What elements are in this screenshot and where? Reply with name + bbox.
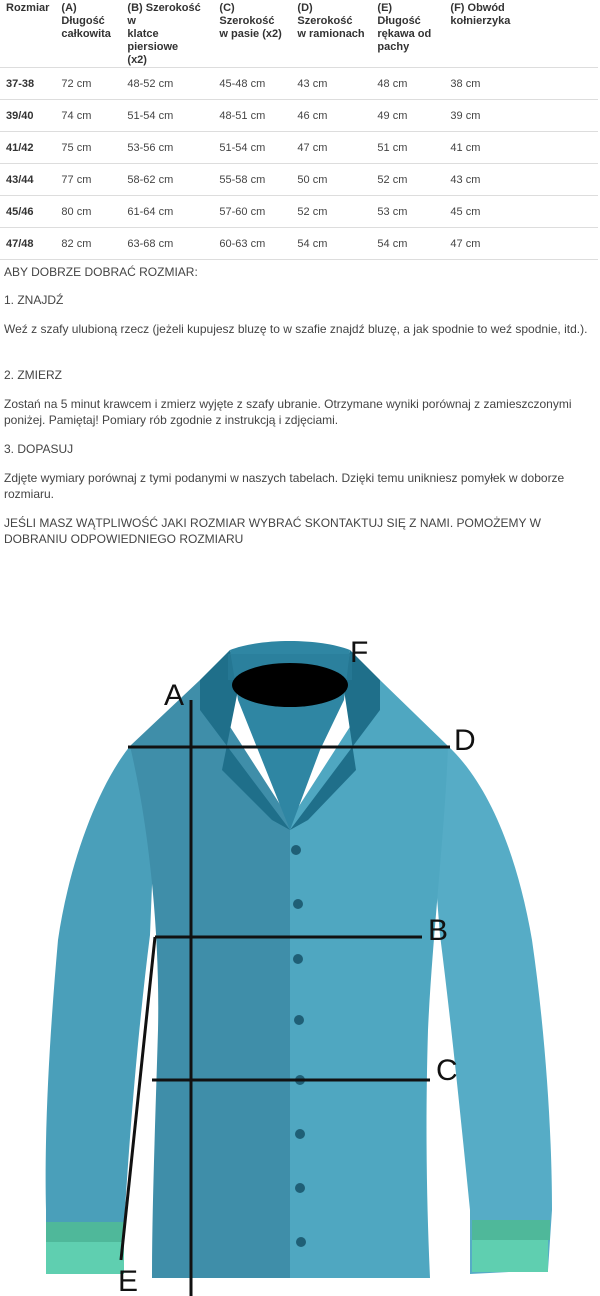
table-header-cell xyxy=(121,0,213,68)
measurement-cell: 60-63 cm xyxy=(213,228,291,260)
step1-text: Weź z szafy ulubioną rzecz (jeżeli kupujesz bluzę to w szafie znajdź bluzę, a jak spodnie to weź spodnie, itd.). xyxy=(4,322,588,336)
measurement-cell: 55-58 cm xyxy=(213,164,291,196)
left-sleeve xyxy=(46,746,155,1274)
header-line: całkowita xyxy=(61,28,111,40)
header-line: pachy xyxy=(377,41,410,53)
label-b: B xyxy=(428,914,449,947)
label-e: E xyxy=(118,1265,139,1296)
table-row xyxy=(0,100,598,132)
measurement-cell: 57-60 cm xyxy=(213,196,291,228)
left-cuff xyxy=(46,1242,124,1274)
measurement-cell: 72 cm xyxy=(55,68,121,100)
header-line: Rozmiar xyxy=(6,2,50,14)
measurement-cell: 49 cm xyxy=(371,100,444,132)
label-a: A xyxy=(164,679,185,712)
header-line: rękawa od xyxy=(377,28,432,40)
measurement-cell: 53 cm xyxy=(371,196,444,228)
header-line: (A) Długość xyxy=(61,2,105,27)
table-header-cell xyxy=(55,0,121,68)
contact-note: JEŚLI MASZ WĄTPLIWOŚĆ JAKI ROZMIAR WYBRAĆ SKONTAKTUJ SIĘ Z NAMI. POMOŻEMY W DOBRANIU ODPOWIEDNIEGO ROZMIARU xyxy=(4,516,541,546)
step2-title: 2. ZMIERZ xyxy=(4,368,63,382)
measurement-cell: 61-64 cm xyxy=(121,196,213,228)
size-table xyxy=(0,0,598,260)
neck-opening xyxy=(232,663,348,707)
size-cell: 41/42 xyxy=(0,132,55,164)
left-cuff-band xyxy=(46,1222,124,1242)
button xyxy=(296,1237,306,1247)
measurement-cell: 77 cm xyxy=(55,164,121,196)
measurement-cell: 41 cm xyxy=(444,132,598,164)
header-line: w ramionach xyxy=(297,28,365,40)
label-f: F xyxy=(350,636,369,669)
size-cell: 47/48 xyxy=(0,228,55,260)
size-cell: 45/46 xyxy=(0,196,55,228)
header-line: w pasie (x2) xyxy=(219,28,282,40)
measurement-cell: 48-52 cm xyxy=(121,68,213,100)
step1-title: 1. ZNAJDŹ xyxy=(4,293,64,307)
table-header-cell xyxy=(291,0,371,68)
measurement-cell: 48 cm xyxy=(371,68,444,100)
header-line: (B) Szerokość w xyxy=(127,2,201,27)
shirt-body-right xyxy=(290,680,448,1278)
table-row xyxy=(0,68,598,100)
table-row xyxy=(0,132,598,164)
table-row xyxy=(0,228,598,260)
measurement-cell: 53-56 cm xyxy=(121,132,213,164)
measurement-cell: 39 cm xyxy=(444,100,598,132)
shirt-measurement-diagram xyxy=(0,610,600,1296)
measurement-cell: 51-54 cm xyxy=(121,100,213,132)
right-cuff xyxy=(472,1240,548,1272)
right-cuff-band xyxy=(472,1220,550,1240)
size-cell: 39/40 xyxy=(0,100,55,132)
measurement-cell: 54 cm xyxy=(291,228,371,260)
measurement-cell: 51 cm xyxy=(371,132,444,164)
header-line: (E) Długość xyxy=(377,2,421,27)
step3-title: 3. DOPASUJ xyxy=(4,442,74,456)
table-header-cell xyxy=(371,0,444,68)
measurement-cell: 38 cm xyxy=(444,68,598,100)
label-d: D xyxy=(454,724,476,757)
measurement-cell: 63-68 cm xyxy=(121,228,213,260)
measurement-cell: 51-54 cm xyxy=(213,132,291,164)
guide-intro: ABY DOBRZE DOBRAĆ ROZMIAR: xyxy=(4,265,198,279)
measurement-cell: 75 cm xyxy=(55,132,121,164)
table-header-cell xyxy=(0,0,55,68)
header-line: (F) Obwód xyxy=(450,2,505,14)
button xyxy=(295,1129,305,1139)
header-line: (D) Szerokość xyxy=(297,2,353,27)
table-row xyxy=(0,164,598,196)
header-line: (x2) xyxy=(127,54,147,66)
table-header-cell xyxy=(213,0,291,68)
measurement-cell: 52 cm xyxy=(291,196,371,228)
measurement-cell: 43 cm xyxy=(291,68,371,100)
right-sleeve xyxy=(430,746,552,1274)
size-cell: 43/44 xyxy=(0,164,55,196)
measurement-cell: 48-51 cm xyxy=(213,100,291,132)
measurement-cell: 80 cm xyxy=(55,196,121,228)
header-line: klatce piersiowe xyxy=(127,28,179,53)
button xyxy=(293,954,303,964)
measurement-cell: 47 cm xyxy=(291,132,371,164)
measurement-cell: 58-62 cm xyxy=(121,164,213,196)
table-row xyxy=(0,196,598,228)
button xyxy=(291,845,301,855)
button xyxy=(295,1183,305,1193)
label-c: C xyxy=(436,1054,458,1087)
step3-text: Zdjęte wymiary porównaj z tymi podanymi w naszych tabelach. Dzięki temu unikniesz pomyłek w doborze rozmiaru. xyxy=(4,471,565,501)
measurement-cell: 82 cm xyxy=(55,228,121,260)
size-cell: 37-38 xyxy=(0,68,55,100)
measurement-cell: 54 cm xyxy=(371,228,444,260)
button xyxy=(293,899,303,909)
measurement-cell: 47 cm xyxy=(444,228,598,260)
measurement-cell: 74 cm xyxy=(55,100,121,132)
measurement-cell: 50 cm xyxy=(291,164,371,196)
table-header-cell xyxy=(444,0,598,68)
measurement-cell: 52 cm xyxy=(371,164,444,196)
header-line: (C) Szerokość xyxy=(219,2,275,27)
button xyxy=(294,1015,304,1025)
measurement-cell: 45-48 cm xyxy=(213,68,291,100)
step2-text: Zostań na 5 minut krawcem i zmierz wyjęte z szafy ubranie. Otrzymane wyniki porównaj z zamieszczonymi poniżej. Pamiętaj! Pomiary rób zgodnie z instrukcją i zdjęciami. xyxy=(4,397,572,427)
table-header-row xyxy=(0,0,598,68)
header-line: kołnierzyka xyxy=(450,15,511,27)
measurement-cell: 46 cm xyxy=(291,100,371,132)
measurement-cell: 45 cm xyxy=(444,196,598,228)
measurement-cell: 43 cm xyxy=(444,164,598,196)
